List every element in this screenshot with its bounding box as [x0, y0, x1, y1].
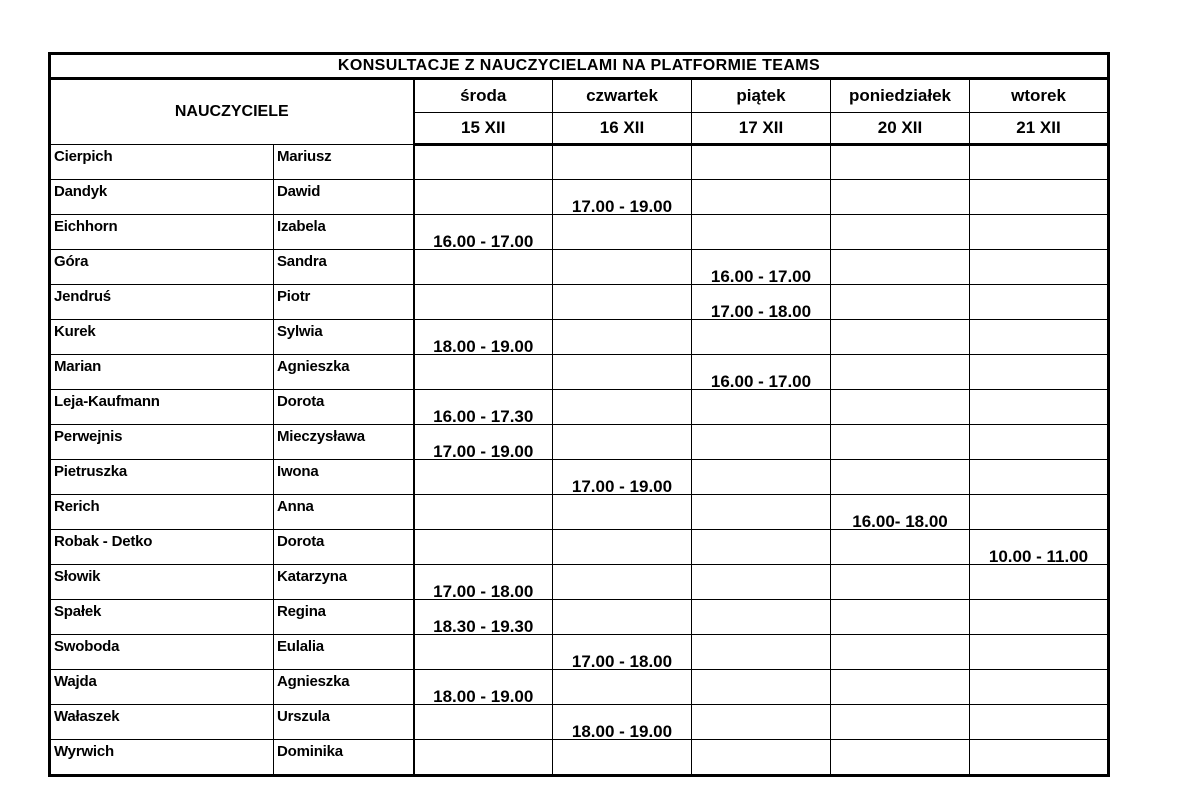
consultation-slot — [414, 320, 553, 355]
teacher-surname: Kurek — [50, 320, 274, 355]
consultation-slot — [692, 250, 831, 285]
consultation-slot — [831, 250, 970, 285]
consultation-slot — [414, 215, 553, 250]
consultation-time: 17.00 - 19.00 — [571, 477, 673, 495]
teacher-row — [50, 705, 1109, 740]
day-name: wtorek — [970, 79, 1109, 113]
teacher-surname: Swoboda — [50, 635, 274, 670]
consultation-time: 16.00 - 17.00 — [710, 267, 812, 285]
consultation-slot — [692, 285, 831, 320]
consultation-slot — [553, 670, 692, 705]
teacher-surname: Słowik — [50, 565, 274, 600]
consultation-slot — [970, 425, 1109, 460]
consultation-slot — [553, 495, 692, 530]
consultation-slot — [831, 635, 970, 670]
teacher-firstname: Katarzyna — [274, 565, 414, 600]
consultation-slot — [692, 600, 831, 635]
consultation-time: 18.00 - 19.00 — [571, 722, 673, 740]
consultation-slot — [553, 320, 692, 355]
consultation-slot — [831, 180, 970, 215]
consultation-slot — [553, 215, 692, 250]
consultation-slot — [970, 635, 1109, 670]
teacher-row — [50, 180, 1109, 215]
day-name: piątek — [692, 79, 831, 113]
consultation-slot — [831, 530, 970, 565]
consultation-slot — [692, 670, 831, 705]
consultation-time: 16.00- 18.00 — [852, 512, 948, 530]
consultation-time: 16.00 - 17.30 — [433, 407, 534, 425]
teacher-surname: Cierpich — [50, 145, 274, 180]
teacher-surname: Wajda — [50, 670, 274, 705]
consultation-slot — [692, 740, 831, 776]
consultation-slot — [553, 635, 692, 670]
teacher-row — [50, 460, 1109, 495]
teacher-row — [50, 355, 1109, 390]
schedule-title: KONSULTACJE Z NAUCZYCIELAMI NA PLATFORMIE TEAMS — [50, 54, 1109, 79]
consultation-slot — [414, 425, 553, 460]
teacher-surname: Rerich — [50, 495, 274, 530]
consultation-slot — [831, 670, 970, 705]
consultation-slot — [553, 425, 692, 460]
consultation-slot — [553, 460, 692, 495]
teacher-firstname: Dawid — [274, 180, 414, 215]
consultation-slot — [692, 390, 831, 425]
teacher-surname: Dandyk — [50, 180, 274, 215]
day-name: czwartek — [553, 79, 692, 113]
teacher-surname: Jendruś — [50, 285, 274, 320]
teacher-surname: Leja-Kaufmann — [50, 390, 274, 425]
consultation-slot — [692, 705, 831, 740]
consultation-slot — [831, 565, 970, 600]
consultation-slot — [831, 285, 970, 320]
consultation-slot — [414, 565, 553, 600]
teacher-surname: Wyrwich — [50, 740, 274, 776]
consultation-slot — [414, 635, 553, 670]
teacher-surname: Robak - Detko — [50, 530, 274, 565]
teacher-surname: Perwejnis — [50, 425, 274, 460]
consultation-slot — [553, 705, 692, 740]
teacher-row — [50, 600, 1109, 635]
consultation-slot — [831, 705, 970, 740]
consultation-slot — [414, 600, 553, 635]
consultation-slot — [692, 145, 831, 180]
consultation-slot — [553, 285, 692, 320]
consultation-slot — [553, 145, 692, 180]
teacher-firstname: Iwona — [274, 460, 414, 495]
consultation-slot — [970, 215, 1109, 250]
consultation-slot — [970, 740, 1109, 776]
consultation-slot — [414, 390, 553, 425]
teacher-row — [50, 425, 1109, 460]
teacher-row — [50, 215, 1109, 250]
consultation-slot — [970, 180, 1109, 215]
consultation-slot — [831, 460, 970, 495]
teacher-firstname: Dorota — [274, 390, 414, 425]
consultation-time: 17.00 - 19.00 — [571, 197, 673, 215]
teacher-surname: Góra — [50, 250, 274, 285]
consultation-slot — [692, 530, 831, 565]
consultation-time: 17.00 - 19.00 — [433, 442, 534, 460]
consultation-slot — [553, 180, 692, 215]
consultation-slot — [831, 320, 970, 355]
teacher-firstname: Eulalia — [274, 635, 414, 670]
consultation-slot — [414, 250, 553, 285]
teacher-firstname: Sylwia — [274, 320, 414, 355]
teacher-firstname: Piotr — [274, 285, 414, 320]
consultation-slot — [553, 740, 692, 776]
consultation-slot — [692, 460, 831, 495]
consultation-slot — [970, 390, 1109, 425]
consultation-slot — [414, 180, 553, 215]
consultation-slot — [553, 600, 692, 635]
consultation-slot — [553, 355, 692, 390]
consultation-slot — [553, 565, 692, 600]
day-date: 15 XII — [414, 113, 553, 145]
teacher-row — [50, 145, 1109, 180]
teachers-header: NAUCZYCIELE — [50, 79, 414, 145]
consultation-slot — [692, 180, 831, 215]
teacher-firstname: Dorota — [274, 530, 414, 565]
teacher-surname: Pietruszka — [50, 460, 274, 495]
teacher-surname: Wałaszek — [50, 705, 274, 740]
teacher-surname: Spałek — [50, 600, 274, 635]
consultation-slot — [692, 565, 831, 600]
consultation-slot — [692, 495, 831, 530]
teacher-firstname: Mariusz — [274, 145, 414, 180]
consultation-slot — [414, 355, 553, 390]
consultation-slot — [553, 250, 692, 285]
consultation-slot — [831, 355, 970, 390]
teacher-row — [50, 495, 1109, 530]
consultation-time: 17.00 - 18.00 — [571, 652, 673, 670]
teacher-firstname: Mieczysława — [274, 425, 414, 460]
consultation-slot — [831, 390, 970, 425]
consultation-slot — [414, 740, 553, 776]
consultation-slot — [414, 145, 553, 180]
day-date: 20 XII — [831, 113, 970, 145]
consultation-time: 17.00 - 18.00 — [710, 302, 812, 320]
teacher-firstname: Sandra — [274, 250, 414, 285]
consultation-slot — [831, 425, 970, 460]
day-date: 16 XII — [553, 113, 692, 145]
consultation-slot — [970, 320, 1109, 355]
teacher-surname: Eichhorn — [50, 215, 274, 250]
consultation-slot — [831, 145, 970, 180]
consultation-slot — [831, 215, 970, 250]
consultation-slot — [970, 705, 1109, 740]
teacher-surname: Marian — [50, 355, 274, 390]
consultation-time: 10.00 - 11.00 — [988, 547, 1089, 565]
teacher-row — [50, 635, 1109, 670]
consultation-slot — [831, 495, 970, 530]
consultation-slot — [831, 740, 970, 776]
consultation-slot — [692, 215, 831, 250]
consultation-slot — [414, 460, 553, 495]
consultation-slot — [831, 600, 970, 635]
consultation-time: 16.00 - 17.00 — [433, 232, 534, 250]
teacher-row — [50, 530, 1109, 565]
teacher-row — [50, 740, 1109, 776]
consultation-slot — [692, 355, 831, 390]
consultation-slot — [692, 320, 831, 355]
consultation-slot — [970, 285, 1109, 320]
teacher-row — [50, 285, 1109, 320]
consultation-slot — [970, 565, 1109, 600]
day-name: poniedziałek — [831, 79, 970, 113]
teacher-row — [50, 670, 1109, 705]
teacher-firstname: Izabela — [274, 215, 414, 250]
consultation-slot — [970, 495, 1109, 530]
consultation-slot — [970, 530, 1109, 565]
consultation-time: 18.00 - 19.00 — [433, 337, 534, 355]
day-date: 17 XII — [692, 113, 831, 145]
consultation-slot — [970, 460, 1109, 495]
teacher-firstname: Dominika — [274, 740, 414, 776]
teacher-firstname: Agnieszka — [274, 670, 414, 705]
consultation-slot — [553, 530, 692, 565]
teacher-row — [50, 390, 1109, 425]
teacher-firstname: Regina — [274, 600, 414, 635]
teacher-row — [50, 320, 1109, 355]
consultation-slot — [970, 355, 1109, 390]
consultation-slot — [414, 705, 553, 740]
consultation-slot — [414, 670, 553, 705]
teacher-row — [50, 250, 1109, 285]
consultation-slot — [414, 285, 553, 320]
consultation-time: 16.00 - 17.00 — [710, 372, 812, 390]
consultation-slot — [553, 390, 692, 425]
teacher-firstname: Agnieszka — [274, 355, 414, 390]
consultation-slot — [970, 145, 1109, 180]
day-date: 21 XII — [970, 113, 1109, 145]
teacher-row — [50, 565, 1109, 600]
consultation-slot — [970, 250, 1109, 285]
consultation-slot — [414, 495, 553, 530]
consultation-slot — [414, 530, 553, 565]
consultation-schedule-table — [48, 52, 1110, 777]
teacher-firstname: Urszula — [274, 705, 414, 740]
consultation-time: 18.30 - 19.30 — [433, 617, 534, 635]
consultation-slot — [692, 425, 831, 460]
day-name: środa — [414, 79, 553, 113]
consultation-slot — [970, 670, 1109, 705]
consultation-slot — [692, 635, 831, 670]
schedule-body — [50, 145, 1109, 776]
consultation-slot — [970, 600, 1109, 635]
consultation-time: 17.00 - 18.00 — [433, 582, 534, 600]
teacher-firstname: Anna — [274, 495, 414, 530]
consultation-time: 18.00 - 19.00 — [433, 687, 534, 705]
